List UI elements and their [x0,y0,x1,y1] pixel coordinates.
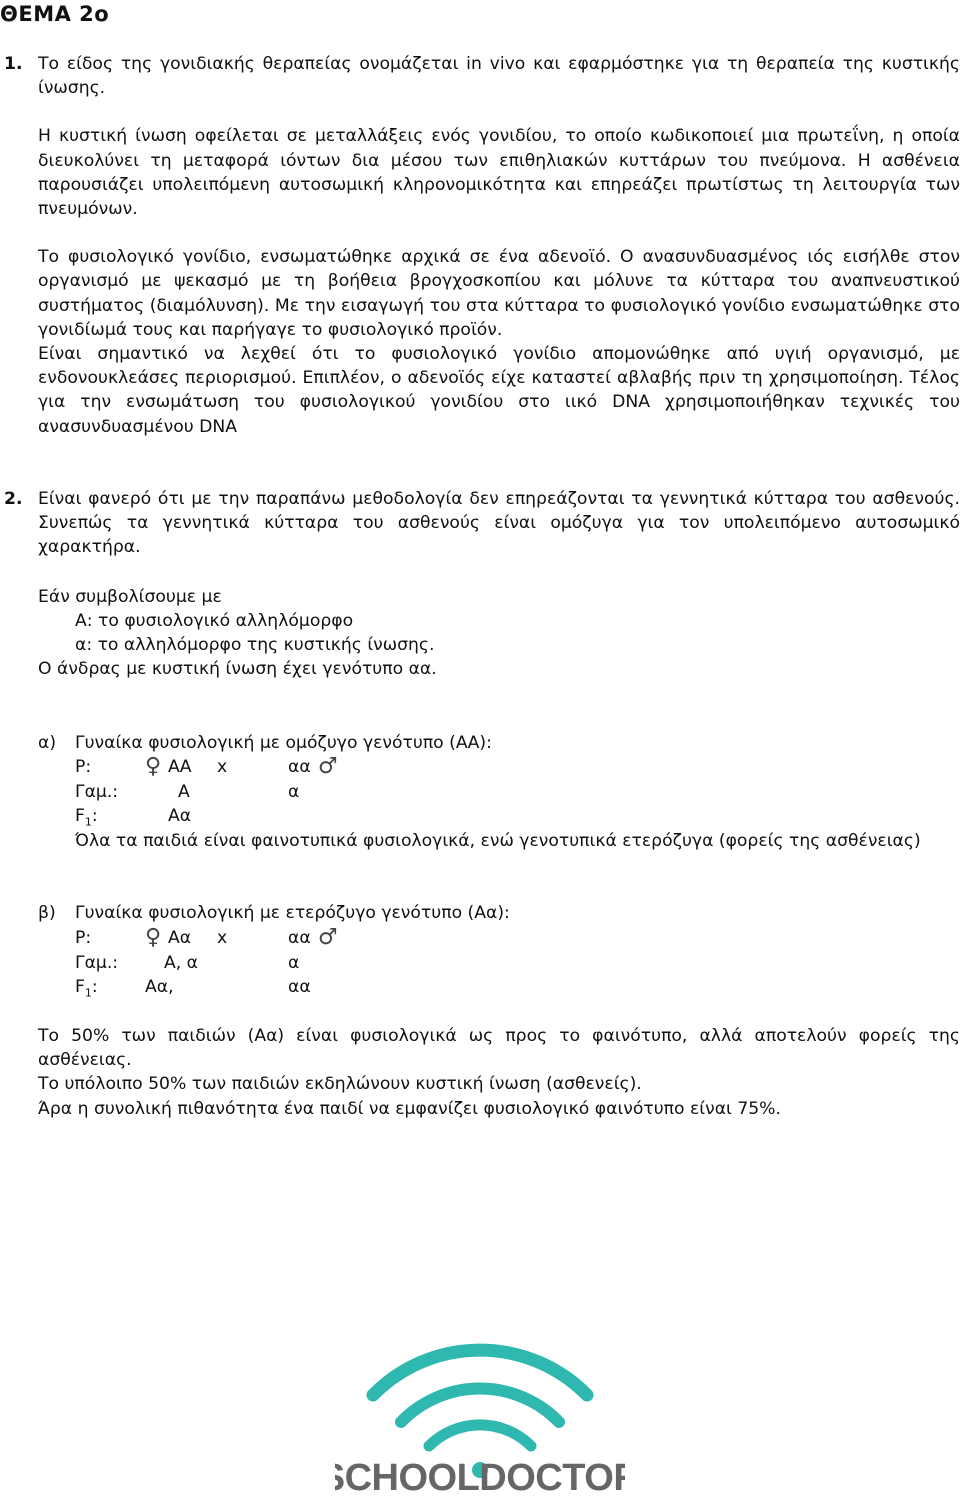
male-gametes: α [288,953,300,973]
symbol-A: Α: το φυσιολογικό αλληλόμορφο [75,611,354,631]
question-1 [0,52,960,439]
female-symbol-icon: ♀ [145,754,162,779]
question-number: 2. [4,489,23,509]
question-number: 1. [4,54,23,74]
male-gametes: α [288,782,300,802]
female-genotype: ΑΑ [168,757,192,777]
paragraph: Το είδος της γονιδιακής θεραπείας ονομάζεται in vivo και εφαρμόστηκε για τη θεραπεία της κυστικής ίνωσης. [38,54,960,99]
page-heading: ΘΕΜΑ 2ο [0,2,110,26]
f1-label: $F_1$: [75,806,98,829]
parents-label: Ρ: [75,928,92,948]
male-genotype: Ο άνδρας με κυστική ίνωση έχει γενότυπο αα. [38,659,437,679]
male-symbol-icon: ♂ [318,925,338,950]
f1-label: $F_1$: [75,977,98,1000]
cross-symbol: x [217,757,228,777]
paragraph: Το 50% των παιδιών (Αα) είναι φυσιολογικά ως προς το φαινότυπο, αλλά αποτελούν φορείς της ασθένειας. [38,1026,960,1071]
gametes-label: Γαμ.: [75,782,119,802]
male-genotype: αα [288,757,311,777]
conclusion [0,1024,960,1121]
question-2 [0,487,960,560]
case-a-note: Όλα τα παιδιά είναι φαινοτυπικά φυσιολογικά, ενώ γενοτυπικά ετερόζυγα (φορείς της ασθένειας) [75,831,921,851]
f1-genotype-1: Αα, [145,977,174,997]
male-genotype: αα [288,928,311,948]
logo-text-doctor: DOCTOR [479,1457,625,1498]
paragraph: Το υπόλοιπο 50% των παιδιών εκδηλώνουν κυστική ίνωση (ασθενείς). [38,1074,642,1095]
paragraph: Το φυσιολογικό γονίδιο, ενσωματώθηκε αρχικά σε ένα αδενοϊό. Ο ανασυνδυασμένος ιός εισήλθε στον οργανισμό με ψεκασμό με τη βοήθεια βρογχοσκοπίου και μόλυνε τα κύτταρα του αναπνευστικού συστήματος (διαμόλυνση). Με την εισαγωγή του στα κύτταρα το φυσιολογικό γονίδιο ενσωματώθηκε στο γονιδίωμά τους και παρήγαγε το φυσιολογικό προϊόν. [38,247,960,340]
case-a-label: α) [38,733,57,753]
female-gametes: Α [178,782,190,802]
case-b-title: Γυναίκα φυσιολογική με ετερόζυγο γενότυπο (Αα): [75,903,510,923]
male-symbol-icon: ♂ [318,754,338,779]
wifi-waves-icon [335,1300,625,1498]
svg-text:SCHOOLDOCTOR [335,1457,625,1498]
paragraph: Είναι σημαντικό να λεχθεί ότι το φυσιολογικό γονίδιο απομονώθηκε από υγιή οργανισμό, με ενδονουκλεάσες περιορισμού. Επιπλέον, ο αδενοϊός είχε καταστεί αβλαβής πριν τη χρησιμοποίηση. Τέλος για την ενσωμάτωση του φυσιολογικού γονιδίου στο ιικό DNA χρησιμοποιήθηκαν τεχνικές του ανασυνδυασμένου DNA [38,344,960,437]
logo-text-school: SCHOOL [335,1457,480,1498]
case-a-title: Γυναίκα φυσιολογική με ομόζυγο γενότυπο (ΑΑ): [75,733,492,753]
f1-genotype-2: αα [288,977,311,997]
paragraph: Άρα η συνολική πιθανότητα ένα παιδί να εμφανίζει φυσιολογικό φαινότυπο είναι 75%. [38,1098,781,1119]
female-gametes: Α, α [164,953,199,973]
symbol-a: α: το αλληλόμορφο της κυστικής ίνωσης. [75,635,435,655]
f1-genotype: Αα [168,806,192,826]
paragraph: Είναι φανερό ότι με την παραπάνω μεθοδολογία δεν επηρεάζονται τα γεννητικά κύτταρα του ασθενούς. Συνεπώς τα γεννητικά κύτταρα του ασθενούς είναι ομόζυγα για τον υπολειπόμενο αυτοσωμικό χαρακτήρα. [38,489,960,558]
female-genotype: Αα [168,928,192,948]
paragraph: Η κυστική ίνωση οφείλεται σε μεταλλάξεις ενός γονιδίου, το οποίο κωδικοποιεί μια πρωτεΐνη, η οποία διευκολύνει τη μεταφορά ιόντων δια μέσου των επιθηλιακών κυττάρων του πνεύμονα. Η ασθένεια παρουσιάζει υπολειπόμενη αυτοσωμική κληρονομικότητα και επηρεάζει πρωτίστως τη λειτουργία των πνευμόνων. [38,126,960,220]
schooldoctor-logo [335,1300,625,1498]
case-b-label: β) [38,903,56,923]
female-symbol-icon: ♀ [145,925,162,950]
symbol-intro: Εάν συμβολίσουμε με [38,587,222,607]
parents-label: Ρ: [75,757,92,777]
gametes-label: Γαμ.: [75,953,119,973]
cross-symbol: x [217,928,228,948]
